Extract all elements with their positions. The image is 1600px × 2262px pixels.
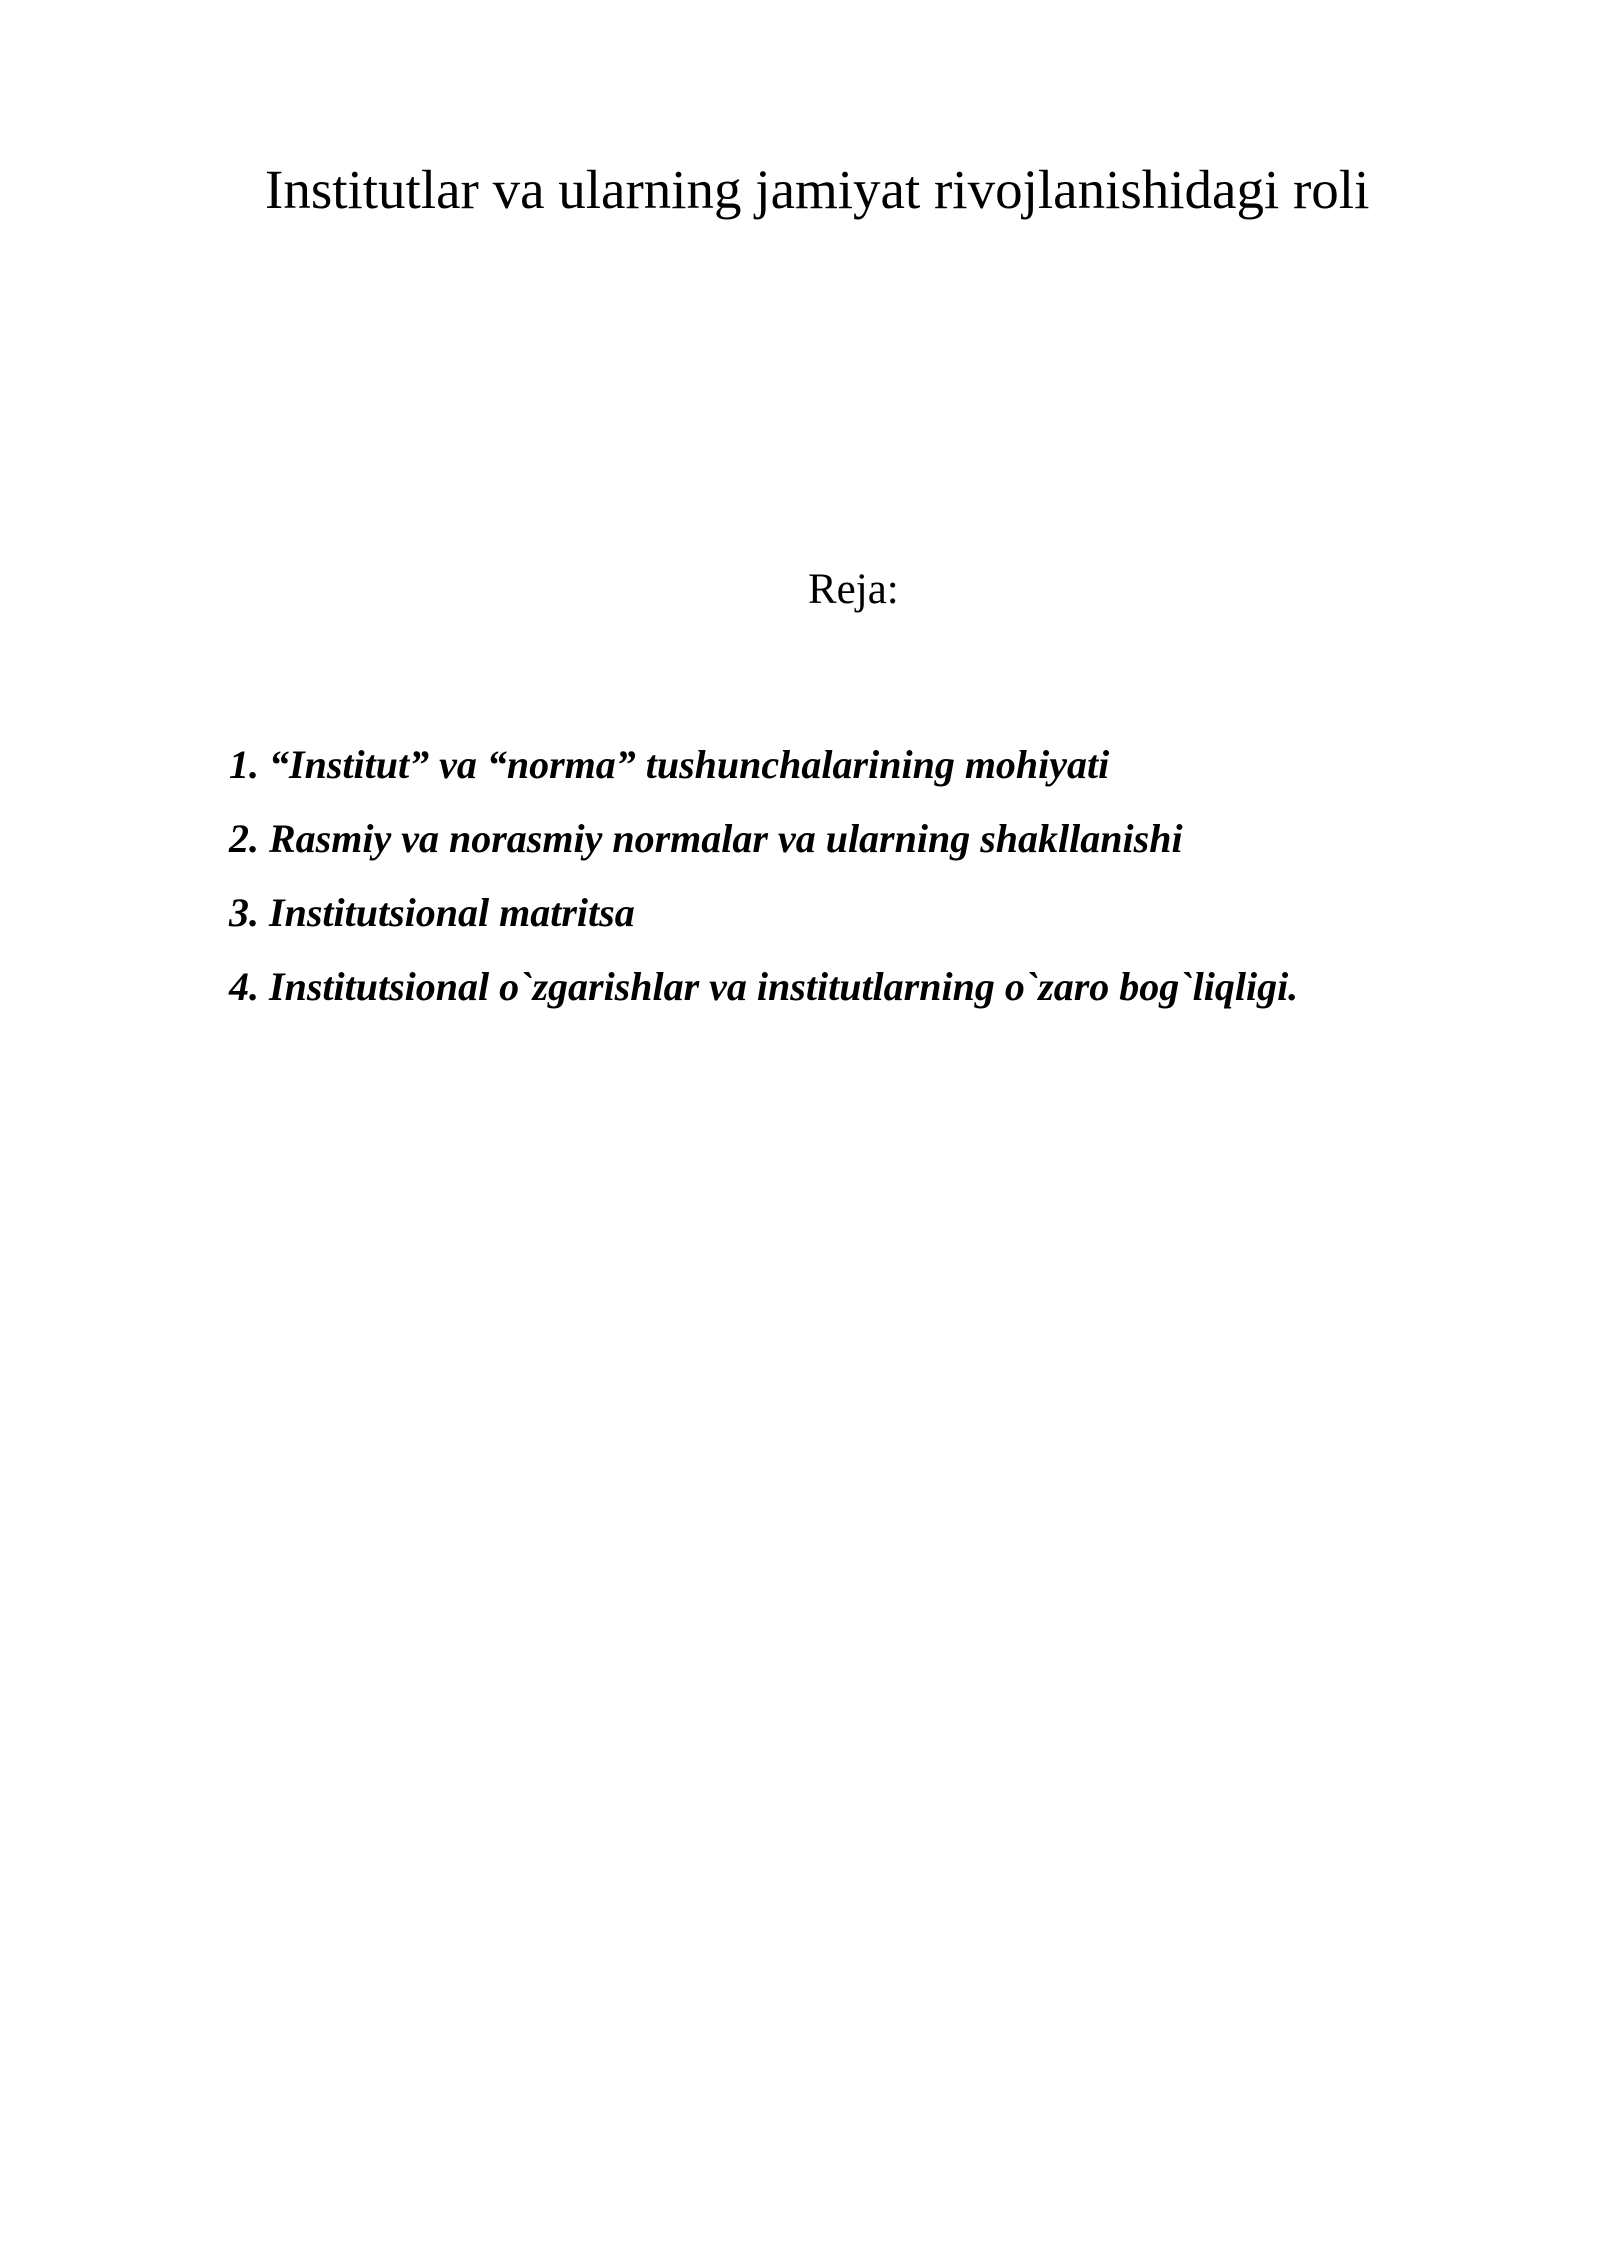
plan-item-1: 1. “Institut” va “norma” tushunchalarining mohiyati [229, 742, 1110, 787]
plan-item-4: 4. Institutsional o`zgarishlar va institutlarning o`zaro bog`liqligi. [229, 964, 1299, 1009]
plan-list [229, 728, 1298, 1024]
plan-item-2: 2. Rasmiy va norasmiy normalar va ularning shakllanishi [229, 816, 1183, 861]
plan-item-3: 3. Institutsional matritsa [229, 890, 635, 935]
document-title: Institutlar va ularning jamiyat rivojlanishidagi roli [265, 159, 1370, 220]
plan-heading: Reja: [808, 566, 899, 613]
